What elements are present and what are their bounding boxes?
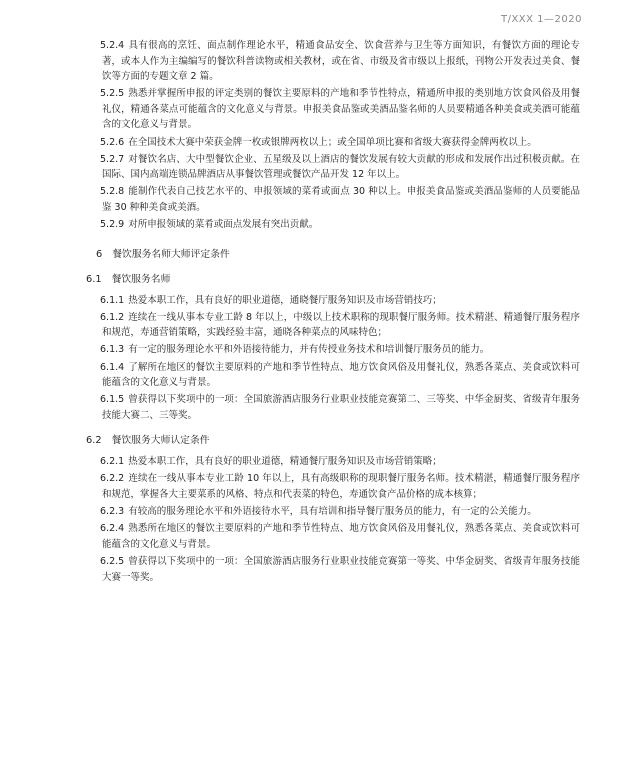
clause-number: 5.2.4 bbox=[100, 40, 125, 51]
clause-group-6-2 bbox=[58, 454, 580, 585]
clause-paragraph bbox=[58, 521, 580, 552]
clause-number: 5.2.7 bbox=[100, 153, 125, 165]
clause-number: 5.2.6 bbox=[100, 136, 125, 148]
clause-text: 对餐饮名店、大中型餐饮企业、五星级及以上酒店的餐饮发展有较大贡献的形成和发展作出过积极贡献。在国际、国内高端连锁品牌酒店从事餐饮管理或餐饮产品开发 12 年以上。 bbox=[102, 153, 580, 181]
clause-number: 6.1.4 bbox=[100, 361, 125, 373]
section-title: 餐饮服务名师大师评定条件 bbox=[112, 248, 230, 260]
clause-paragraph bbox=[58, 86, 580, 133]
clause-number: 6.2.3 bbox=[100, 506, 125, 518]
clause-text: 连续在一线从事本专业工龄 10 年以上，具有高级职称的现职餐厅服务名师。技术精湛，精通餐厅服务程序和规范，掌握各大主要菜系的风格、特点和代表菜的特色，寿通饮食产品价格的成本核算； bbox=[102, 473, 580, 501]
section-heading-6 bbox=[96, 247, 580, 262]
clause-text: 曾获得以下奖项中的一项：全国旅游酒店服务行业职业技能竞赛第二、三等奖、中华金厨奖、省级青年服务技能大赛二、三等奖。 bbox=[102, 394, 580, 421]
clause-paragraph bbox=[58, 471, 580, 502]
clause-paragraph bbox=[58, 342, 580, 358]
document-code: T/XXX 1—2020 bbox=[500, 14, 582, 25]
subsection-title: 餐饮服务名师 bbox=[111, 273, 171, 285]
subsection-number: 6.1 bbox=[86, 273, 102, 285]
subsection-heading-6-1 bbox=[86, 272, 580, 287]
clause-paragraph bbox=[58, 454, 580, 470]
clause-text: 曾获得以下奖项中的一项：全国旅游酒店服务行业职业技能竞赛第一等奖、中华金厨奖、省级青年服务技能大赛一等奖。 bbox=[102, 555, 580, 583]
clause-number: 6.1.2 bbox=[100, 311, 125, 323]
clause-paragraph bbox=[58, 217, 580, 233]
clause-number: 6.2.4 bbox=[100, 523, 125, 535]
clause-number: 6.2.2 bbox=[100, 473, 125, 485]
subsection-title: 餐饮服务大师认定条件 bbox=[111, 435, 210, 447]
clause-text: 对所申报领域的菜肴或面点发展有突出贡献。 bbox=[128, 219, 319, 231]
clause-paragraph bbox=[58, 135, 580, 151]
clause-number: 5.2.8 bbox=[100, 186, 125, 198]
clause-paragraph bbox=[58, 392, 580, 423]
clause-text: 在全国技术大赛中荣获金牌一枚或银牌两枚以上；或全国单项比赛和省级大赛获得金牌两枚以上。 bbox=[128, 136, 537, 148]
clause-text: 了解所在地区的餐饮主要原料的产地和季节性特点、地方饮食风俗及用餐礼仪，熟悉各菜点、美食或饮料可能蕴含的文化意义与背景。 bbox=[102, 361, 580, 389]
clause-group-6-1 bbox=[58, 293, 580, 424]
clause-number: 5.2.5 bbox=[100, 88, 125, 100]
subsection-number: 6.2 bbox=[86, 435, 102, 447]
clause-number: 6.1.5 bbox=[100, 394, 125, 406]
clause-text: 熟悉并掌握所申报的评定类别的餐饮主要原料的产地和季节性特点，精通所申报的类别地方饮食风俗及用餐礼仪，精通各菜点可能蕴含的文化意义与背景。申报美食品鉴或美酒品鉴名师的人员要精通各种美食或美酒可能蕴含的文化意义与背景。 bbox=[102, 88, 580, 131]
clause-number: 5.2.9 bbox=[100, 219, 125, 231]
clause-number: 6.1.1 bbox=[100, 294, 125, 306]
clause-text: 能制作代表自己技艺水平的、申报领域的菜肴或面点 30 种以上。申报美食品鉴或美酒品鉴师的人员要能品鉴 30 种种美食或美酒。 bbox=[102, 186, 580, 213]
document-body bbox=[58, 38, 580, 587]
subsection-heading-6-2 bbox=[86, 433, 580, 448]
clause-text: 热爱本职工作，具有良好的职业道德，通晓餐厅服务知识及市场营销技巧； bbox=[128, 294, 442, 306]
section-number: 6 bbox=[96, 248, 103, 260]
clause-text: 有较高的服务理论水平和外语接待水平，具有培训和指导餐厅服务员的能力，有一定的公关能力。 bbox=[128, 506, 537, 518]
clause-number: 6.2.5 bbox=[100, 555, 125, 567]
clause-group-5-2 bbox=[58, 38, 580, 233]
clause-number: 6.2.1 bbox=[100, 456, 125, 468]
clause-paragraph bbox=[58, 554, 580, 585]
clause-paragraph bbox=[58, 504, 580, 520]
clause-paragraph bbox=[58, 152, 580, 183]
clause-text: 熟悉所在地区的餐饮主要原料的产地和季节性特点、地方饮食风俗及用餐礼仪，熟悉各菜点、美食或饮料可能蕴含的文化意义与背景。 bbox=[102, 523, 580, 550]
clause-text: 连续在一线从事本专业工龄 8 年以上，中级以上技术职称的现职餐厅服务师。技术精湛、精通餐厅服务程序和规范，寿通营销策略，实践经验丰富，通晓各种菜点的风味特色； bbox=[102, 311, 580, 339]
clause-paragraph bbox=[58, 184, 580, 215]
clause-text: 热爱本职工作，具有良好的职业道德，精通餐厅服务知识及市场营销策略； bbox=[128, 456, 442, 468]
clause-paragraph bbox=[58, 310, 580, 341]
clause-paragraph bbox=[58, 38, 580, 85]
clause-number: 6.1.3 bbox=[100, 344, 125, 356]
clause-paragraph bbox=[58, 293, 580, 309]
clause-text: 有一定的服务理论水平和外语接待能力，并有传授业务技术和培训餐厅服务员的能力。 bbox=[128, 344, 490, 356]
clause-text: 具有很高的烹饪、面点制作理论水平，精通食品安全、饮食营养与卫生等方面知识，有餐饮方面的理论专著，或本人作为主编编写的餐饮科普读物或相关教材，或在省、市级及省市级以上报纸，刊物公开发表过美食、餐饮等方面的专题文章 2 篇。 bbox=[102, 40, 580, 83]
clause-paragraph bbox=[58, 360, 580, 391]
